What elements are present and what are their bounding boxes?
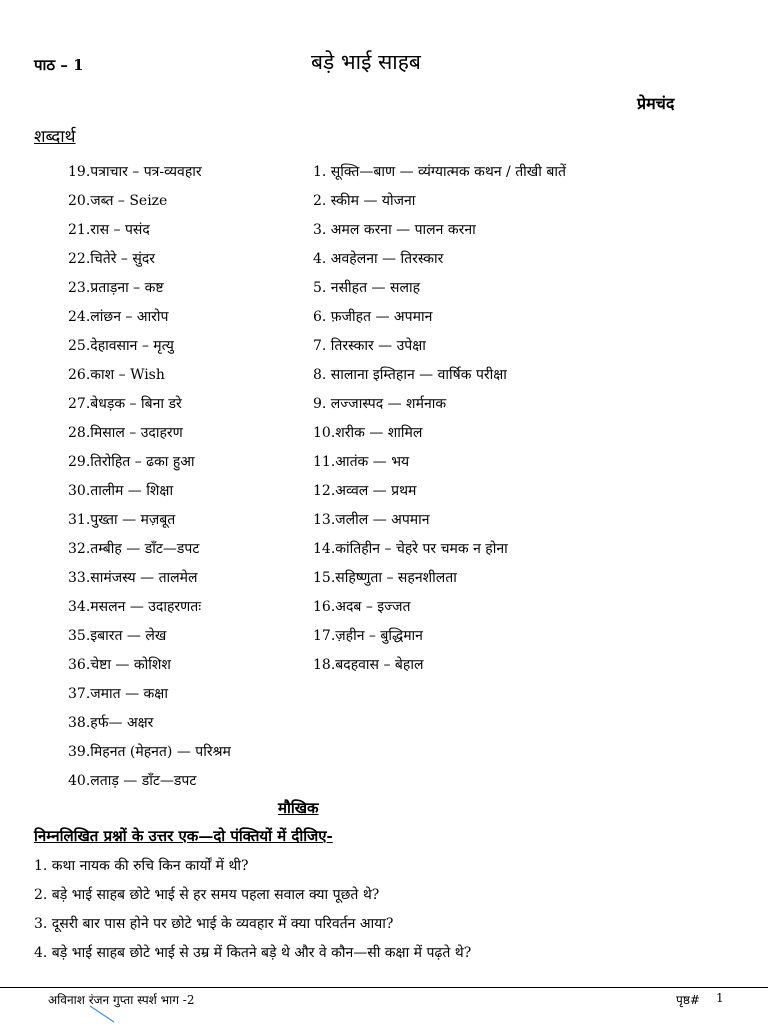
page-label: पृष्ठ#	[676, 993, 700, 1007]
vocab-item: 18.बदहवास – बेहाल	[313, 657, 424, 673]
vocab-item: 33.सामंजस्य — तालमेल	[68, 570, 198, 586]
page-number: 1	[716, 991, 724, 1005]
vocab-item: 32.तम्बीह — डाँट—डपट	[68, 541, 200, 557]
pen-stroke-mark	[88, 1004, 118, 1024]
vocab-item: 3. अमल करना — पालन करना	[313, 222, 476, 238]
vocab-item: 12.अव्वल — प्रथम	[313, 483, 417, 499]
vocabulary-heading: शब्दार्थ	[34, 127, 76, 147]
vocab-item: 16.अदब – इज्जत	[313, 599, 411, 615]
vocab-item: 11.आतंक — भय	[313, 454, 410, 470]
oral-section-heading: मौखिक	[278, 799, 319, 817]
vocab-item: 26.काश – Wish	[68, 367, 165, 383]
vocab-item: 2. स्कीम — योजना	[313, 193, 416, 209]
vocab-item: 21.रास – पसंद	[68, 222, 150, 238]
vocab-item: 36.चेष्टा — कोशिश	[68, 657, 171, 673]
question-item: 2. बड़े भाई साहब छोटे भाई से हर समय पहला सवाल क्या पूछते थे?	[34, 887, 380, 903]
author-name: प्रेमचंद	[637, 94, 675, 113]
vocab-item: 31.पुख्ता — मज़बूत	[68, 512, 176, 528]
question-item: 1. कथा नायक की रुचि किन कार्यों में थी?	[34, 858, 249, 874]
footer-credit: अविनाश रंजन गुप्ता स्पर्श भाग -2	[48, 993, 195, 1007]
vocabulary-left-column	[68, 162, 303, 800]
questions-instruction: निम्नलिखित प्रश्नों के उत्तर एक—दो पंक्तियों में दीजिए-	[34, 827, 333, 845]
vocab-item: 13.जलील — अपमान	[313, 512, 430, 528]
vocab-item: 37.जमात — कक्षा	[68, 686, 168, 702]
vocab-item: 38.हर्फ— अक्षर	[68, 715, 154, 731]
vocab-item: 19.पत्राचार – पत्र-व्यवहार	[68, 164, 202, 180]
vocabulary-right-column	[313, 162, 743, 684]
vocab-item: 5. नसीहत — सलाह	[313, 280, 420, 296]
question-item: 4. बड़े भाई साहब छोटे भाई से उम्र में कितने बड़े थे और वे कौन—सी कक्षा में पढ़ते थे?	[34, 945, 472, 961]
lesson-number: पाठ – 1	[34, 56, 84, 74]
footer-divider	[0, 987, 768, 988]
vocab-item: 39.मिहनत (मेहनत) — परिश्रम	[68, 744, 231, 760]
vocab-item: 20.जब्त – Seize	[68, 193, 168, 209]
vocab-item: 27.बेधड़क – बिना डरे	[68, 396, 182, 412]
vocab-item: 1. सूक्ति—बाण — व्यंग्यात्मक कथन / तीखी बातें	[313, 164, 566, 180]
vocab-item: 30.तालीम — शिक्षा	[68, 483, 174, 499]
vocab-item: 23.प्रताड़ना – कष्ट	[68, 280, 164, 296]
vocab-item: 17.ज़हीन – बुद्धिमान	[313, 628, 423, 644]
vocab-item: 24.लांछन – आरोप	[68, 309, 169, 325]
vocab-item: 14.कांतिहीन – चेहरे पर चमक न होना	[313, 541, 508, 557]
vocab-item: 6. फ़जीहत — अपमान	[313, 309, 433, 325]
vocab-item: 29.तिरोहित – ढका हुआ	[68, 454, 195, 470]
vocab-item: 40.लताड़ — डाँट—डपट	[68, 773, 197, 789]
vocab-item: 15.सहिष्णुता – सहनशीलता	[313, 570, 457, 586]
chapter-title: बड़े भाई साहब	[311, 50, 421, 74]
question-item: 3. दूसरी बार पास होने पर छोटे भाई के व्यवहार में क्या परिवर्तन आया?	[34, 916, 394, 932]
vocab-item: 34.मसलन — उदाहरणतः	[68, 599, 202, 615]
vocab-item: 9. लज्जास्पद — शर्मनाक	[313, 396, 447, 412]
question-list	[34, 856, 754, 972]
vocab-item: 4. अवहेलना — तिरस्कार	[313, 251, 444, 267]
vocab-item: 35.इबारत — लेख	[68, 628, 167, 644]
vocab-item: 22.चितेरे – सुंदर	[68, 251, 156, 267]
vocab-item: 10.शरीक — शामिल	[313, 425, 423, 441]
vocab-item: 25.देहावसान – मृत्यु	[68, 338, 174, 354]
vocab-item: 28.मिसाल – उदाहरण	[68, 425, 183, 441]
vocab-item: 7. तिरस्कार — उपेक्षा	[313, 338, 426, 354]
vocab-item: 8. सालाना इम्तिहान — वार्षिक परीक्षा	[313, 367, 507, 383]
